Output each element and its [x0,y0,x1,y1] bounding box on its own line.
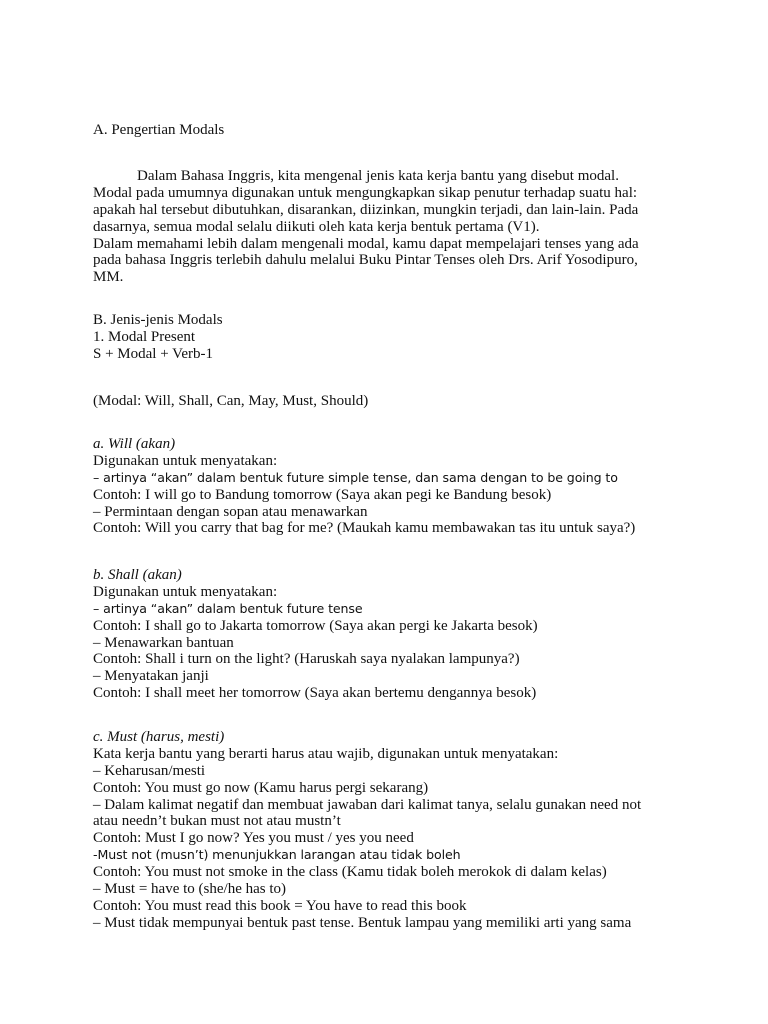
section-a-heading [93,122,693,139]
must-line-7: -Must not (musn’t) menunjukkan larangan atau tidak boleh [93,847,461,863]
section-b-title: B. Jenis-jenis Modals [93,312,223,328]
must-line-5: atau needn’t bukan must not atau mustn’t [93,813,341,830]
must-line-3: Contoh: You must go now (Kamu harus pergi sekarang) [93,779,429,796]
will-line-2: – artinya “akan” dalam bentuk future simple tense, dan sama dengan to be going to [93,469,618,485]
shall-title: b. Shall (akan) [93,567,182,583]
shall-line-2: – artinya “akan” dalam bentuk future tense [93,600,363,616]
modal-present-formula: S + Modal + Verb-1 [93,345,213,362]
must-line-9: – Must = have to (she/he has to) [93,881,287,898]
intro-line-3: apakah hal tersebut dibutuhkan, disarankan, diizinkan, mungkin terjadi, dan lain-lain. Pada [93,201,639,218]
must-line-2: – Keharusan/mesti [93,762,206,779]
intro-line-2: Modal pada umumnya digunakan untuk mengungkapkan sikap penutur terhadap suatu hal: [93,184,638,201]
must-line-1: Kata kerja bantu yang berarti harus atau wajib, digunakan untuk menyatakan: [93,745,559,762]
intro-paragraph [93,168,693,286]
intro-line-7: MM. [93,269,124,286]
shall-line-7: Contoh: I shall meet her tomorrow (Saya akan bertemu dengannya besok) [93,685,537,702]
shall-line-4: – Menawarkan bantuan [93,634,234,651]
intro-line-5: Dalam memahami lebih dalam mengenali modal, kamu dapat mempelajari tenses yang ada [93,235,639,252]
must-line-6: Contoh: Must I go now? Yes you must / yes you need [93,830,414,847]
shall-line-5: Contoh: Shall i turn on the light? (Haruskah saya nyalakan lampunya?) [93,651,520,668]
intro-line-4: dasarnya, semua modal selalu diikuti oleh kata kerja bentuk pertama (V1). [93,218,540,235]
will-section [93,436,693,537]
section-a-title: A. Pengertian Modals [93,122,225,138]
shall-line-6: – Menyatakan janji [93,668,209,685]
shall-line-1: Digunakan untuk menyatakan: [93,583,278,600]
must-section [93,729,693,932]
must-line-11: – Must tidak mempunyai bentuk past tense. Bentuk lampau yang memiliki arti yang sama [93,914,632,931]
will-line-5: Contoh: Will you carry that bag for me? (Maukah kamu membawakan tas itu untuk saya?) [93,520,636,537]
modal-list-block [93,393,693,410]
will-line-1: Digunakan untuk menyatakan: [93,452,278,469]
must-line-4: – Dalam kalimat negatif dan membuat jawaban dari kalimat tanya, selalu gunakan need not [93,796,642,813]
will-line-3: Contoh: I will go to Bandung tomorrow (Saya akan pegi ke Bandung besok) [93,486,552,503]
shall-line-3: Contoh: I shall go to Jakarta tomorrow (Saya akan pergi ke Jakarta besok) [93,617,538,634]
modal-list: (Modal: Will, Shall, Can, May, Must, Should) [93,393,369,409]
will-title: a. Will (akan) [93,436,176,452]
must-title: c. Must (harus, mesti) [93,729,225,745]
must-line-10: Contoh: You must read this book = You have to read this book [93,897,467,914]
shall-section [93,567,693,702]
will-line-4: – Permintaan dengan sopan atau menawarkan [93,503,368,520]
intro-line-1: Dalam Bahasa Inggris, kita mengenal jenis kata kerja bantu yang disebut modal. [137,168,619,184]
modal-present-title: 1. Modal Present [93,328,196,345]
intro-line-6: pada bahasa Inggris terlebih dahulu melalui Buku Pintar Tenses oleh Drs. Arif Yosodipuro, [93,252,638,269]
must-line-8: Contoh: You must not smoke in the class (Kamu tidak boleh merokok di dalam kelas) [93,864,607,881]
section-b-heading-block [93,312,693,363]
